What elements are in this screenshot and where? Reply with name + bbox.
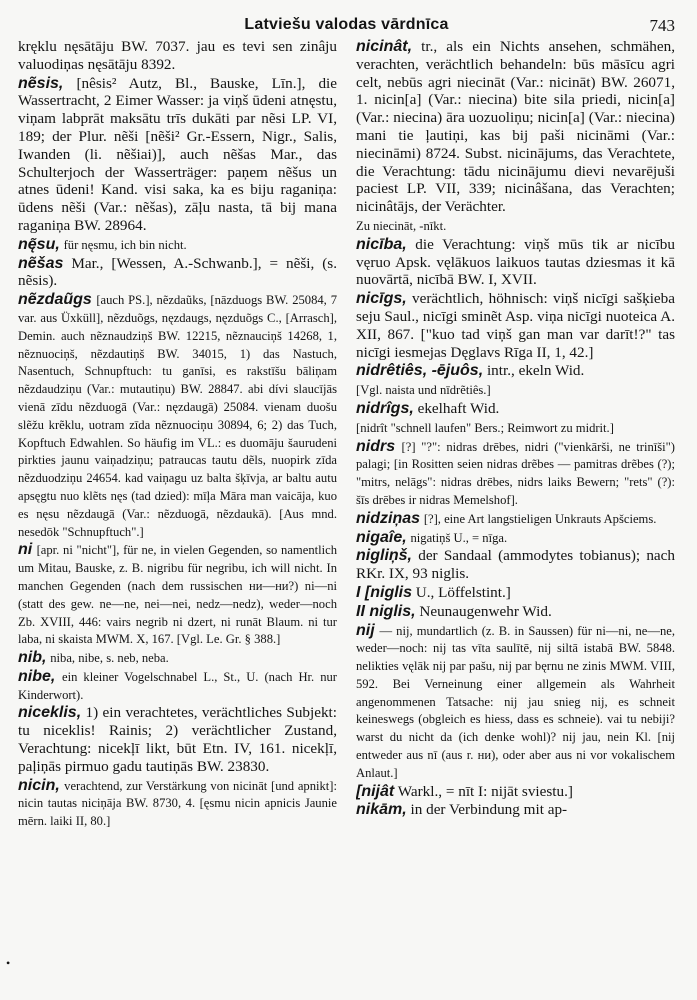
entry-text: 1) ein verachtetes, verächtliches Subjekt: tu niceklis! Rainis; 2) verächtlicher Zustand, Verachtung: nicekļī likt, būt Etn. IV, 161. nicekļī, paļiņās pirmuo gadu tautiņās BW. 23830. — [18, 704, 337, 775]
entry-headword: nidrîgs, — [356, 399, 414, 417]
entry-headword: [nijât — [356, 782, 395, 800]
dictionary-entry — [18, 236, 337, 254]
entry-headword: ni — [18, 541, 33, 559]
entry-headword: nij — [356, 621, 375, 639]
entry-text: für nęsmu, ich bin nicht. — [63, 237, 187, 252]
dictionary-entry — [18, 668, 337, 704]
entry-text: der Sandaal (ammodytes tobianus); nach RKr. IX, 93 niglis. — [356, 547, 675, 583]
entry-headword: nidrêtiês, -ējuôs, — [356, 362, 484, 380]
dictionary-entry — [356, 38, 675, 216]
dictionary-entry — [356, 419, 675, 437]
entry-headword: II niglis, — [356, 602, 416, 620]
entry-headword: nicin, — [18, 776, 60, 794]
entry-text: Warkl., = nīt I: nijāt sviestu.] — [397, 782, 573, 800]
entry-headword: nę̃su, — [18, 235, 60, 253]
entry-headword: nẽzdaũgs — [18, 291, 92, 309]
entry-text: ein kleiner Vogelschnabel L., St., U. (nach Hr. nur Kinderwort). — [18, 669, 337, 702]
page-header — [18, 0, 675, 38]
entry-text: niba, nibe, s. neb, neba. — [50, 651, 169, 666]
entry-text: tr., als ein Nichts ansehen, schmähen, verachten, verächtlich behandeln: būs māsīcu agri celt, nebūs agri niecināt (Var.: nicināt) BW. 26071, 1. nicin[a] (Var.: niecina) bite sila priedi, nicin[a] (Var.: niecina) āra uozuoliņu; nicin[a] (Var.: niecina) mani tie ļautiņi, kas bij paši nicināmi (Var.: niecināmi) 8724. Subst. nicinājums, das Verachtete, die Verachtung: tādu nicinājumu dievi nevarējuši paciest LP. VII, 339; nicinâšana, das Verachten; nicinâtājs, der Verächter. — [356, 38, 675, 216]
dictionary-entry — [356, 381, 675, 399]
entry-text: nigatiņš U., = nīga. — [410, 530, 508, 545]
entry-headword: nẽsis, — [18, 74, 64, 92]
dictionary-entry — [18, 75, 337, 235]
entry-text: Zu niecināt, -nīkt. — [356, 218, 447, 233]
entry-text: die Verachtung: viņš mūs tik ar nicību vęruo Apsk. vęlākuos laikuos tautas dziesmas it kā nuovārtā, nicībā BW. I, XVII. — [356, 235, 675, 289]
page-number: 743 — [649, 16, 675, 35]
entry-headword: I [niglis — [356, 583, 412, 601]
running-title: Latviešu valodas vārdnīca — [244, 16, 449, 33]
margin-bullet: • — [6, 956, 11, 970]
dictionary-entry — [356, 584, 675, 602]
dictionary-entry — [18, 649, 337, 667]
dictionary-entry — [18, 291, 337, 540]
dictionary-entry — [356, 622, 675, 782]
left-column — [18, 38, 337, 831]
dictionary-entry — [356, 400, 675, 418]
dictionary-entry — [356, 529, 675, 547]
entry-headword: nidziņas — [356, 509, 421, 527]
entry-text: [nidrît "schnell laufen" Bers.; Reimwort zu midrit.] — [356, 420, 614, 435]
dictionary-entry — [356, 362, 675, 380]
dictionary-entry — [356, 290, 675, 361]
entry-headword: nicība, — [356, 235, 407, 253]
entry-text: intr., ekeln Wid. — [486, 362, 585, 380]
entry-headword: nigliņš, — [356, 547, 412, 565]
entry-text: ekelhaft Wid. — [417, 399, 500, 417]
entry-text: verächtlich, höhnisch: viņš nicīgi sašķieba seju Saul., nicīgi sminẽt Asp. viņa nicīgi nuoteica A. XII, 867. ["kuo tad viņš gan man var darīt!?" tas nicīgi iesmejas Dęglavs Rīga II, 1, 42.] — [356, 290, 675, 361]
dictionary-entry — [18, 38, 337, 74]
entry-text: — nij, mundartlich (z. B. in Saussen) für ni—ni, ne—ne, weder—noch: nij tas vīta saulītē, nij siltā istabā BW. 5848. nelikties vęlāk nij par pašu, nij par bęrnu ne zinis MWM. VIII, 592. Bei Verneinung einer allgemein als Wahrheit angenommenen Tatsache: nij jau snieg nij, es schneit keineswegs (obgleich es hiess, dass es schneie). vai tu nebiji? warst du nicht da (ich denke wohl)? nij jau, nein Kl. [nij entweder aus nī (aus r. ни), oder aber aus ni vor vokalischem Anlaut.] — [356, 623, 675, 780]
entry-headword: nikām, — [356, 801, 407, 819]
text-columns — [18, 38, 675, 831]
entry-text: U., Löffelstint.] — [415, 583, 511, 601]
entry-headword: nidrs — [356, 437, 396, 455]
dictionary-entry — [18, 777, 337, 830]
dictionary-entry — [356, 217, 675, 235]
entry-text: [?] "?": nidras drēbes, nidri ("vienkārši, ne trinīši") palagi; [in Rositten seien nidras drẽbes — pamitras drẽbes (?); "mitrs, nelāgs": nidras drēbes, nidrs laiks Bewern; "rets" (?): šīs drēbes ir nidras Memelshof]. — [356, 439, 675, 507]
dictionary-entry — [356, 547, 675, 583]
entry-text: in der Verbindung mit ap- — [410, 801, 568, 819]
dictionary-entry — [18, 704, 337, 775]
entry-text: Neunaugenwehr Wid. — [419, 602, 552, 620]
entry-headword: nicinât, — [356, 38, 413, 55]
entry-text: [apr. ni "nicht"], für ne, in vielen Gegenden, so namentlich um Mitau, Bauske, z. B. nigribu für negribu, ich will nicht. In manchen Gegenden (nach dem russischen ни—ни?) ni—ni (statt des gew. ne—ne, nei—nei, nedz—nedz), weder—noch Zb. XVIII, 446: vairs negrib ni dzert, ni runāt Blaum. ni tur laba, ni skaista MWM. X, 167. [Vgl. Le. Gr. § 388.] — [18, 543, 337, 647]
dictionary-entry — [356, 438, 675, 509]
entry-headword: nibe, — [18, 667, 56, 685]
entry-headword: nib, — [18, 649, 47, 667]
entry-headword: nigaîe, — [356, 528, 407, 546]
entry-text: kręklu nęsātāju BW. 7037. jau es tevi sen zinâju valuodiņas nęsātāju 8392. — [18, 38, 337, 73]
entry-headword: nẽšas — [18, 254, 64, 272]
entry-text: verachtend, zur Verstärkung von nicināt [und apnikt]: nicin tautas niciņāja BW. 8730, 4. [ęsmu nicin apnicis Jaunie mērn. laiki II, 80.] — [18, 778, 337, 829]
dictionary-entry — [356, 783, 675, 801]
entry-headword: niceklis, — [18, 704, 82, 722]
entry-text: Mar., [Wessen, A.-Schwanb.], = nẽši, (s. nẽsis). — [18, 254, 337, 290]
entry-text: [auch PS.], nẽzdaũks, [nāzduogs BW. 25084, 7 var. aus Üxküll], nẽzduõgs, nęzdaugs, nęzduõgs C., [Arrasch], Demin. auch nẽznaudziņš BW. 12215, nẽznauciņš 14268, 1, nẽznuociņš, nẽzdautiņš BW. 34015, 1) das Nastuch, Nasentuch, Schnupftuch: tu ganīsi, es rakstīšu bāliņam nẽzdaudziņu (Var.: mutautiņu) BW. 28847. abi dívi slaucījās vienā zīdu nẽzduogā (Var.: nęzdaugā) 25084. vienam duošu slẽžu krẽklu, uotram zīda nẽznuociņu 30894, 6; 2) das Tuch, Kopftuch Edwahlen. So häufig im VL.: es duomāju šaurudeni pirkties jaunu vaiņadziņu; patraucas tautu dẽls, nuopirk zīda nẽzduodziņu 24654. kad vaiņagu uz balta šķīvja, ar baltu autu apsęgtu nuo klẽts nęs (tad dzied): mīļa Māra man vaicāja, kuo es nęsu nẽzdaugā (Var.: nẽzduogā, nẽzdaukā). [Aus mnd. nesedōk "Schnupftuch".] — [18, 293, 337, 539]
dictionary-entry — [356, 801, 675, 819]
entry-text: [nêsis² Autz, Bl., Bauske, Līn.], die Wassertracht, 2 Eimer Wasser: ja viņš ūdeni atnęstu, viņam labprāt maksātu trīs dukāti par nẽsi LP. VI, 189; der Plur. nẽši [nẽši² Gr.-Essern, Nigr., Salis, Iwanden (li. nẽšiai)], auch nẽšas Mar., das Schulterjoch der Wasserträger: paņem nẽšus un atnes ūdeni! Kand. visi saka, ka es biju raganiņa: ūdens nẽši (Var.: nẽšas), zāļu nasta, tā bij mana raganiņa BW. 28964. — [18, 74, 337, 234]
entry-headword: nicīgs, — [356, 290, 407, 308]
entry-text: [?], eine Art langstieligen Unkrauts Apšciems. — [423, 511, 657, 526]
right-column — [356, 38, 675, 831]
dictionary-entry — [356, 236, 675, 289]
dictionary-entry — [18, 255, 337, 291]
dictionary-entry — [18, 541, 337, 648]
dictionary-entry — [356, 603, 675, 621]
entry-text: [Vgl. naista und nīdrẽtiês.] — [356, 383, 491, 398]
dictionary-entry — [356, 510, 675, 528]
